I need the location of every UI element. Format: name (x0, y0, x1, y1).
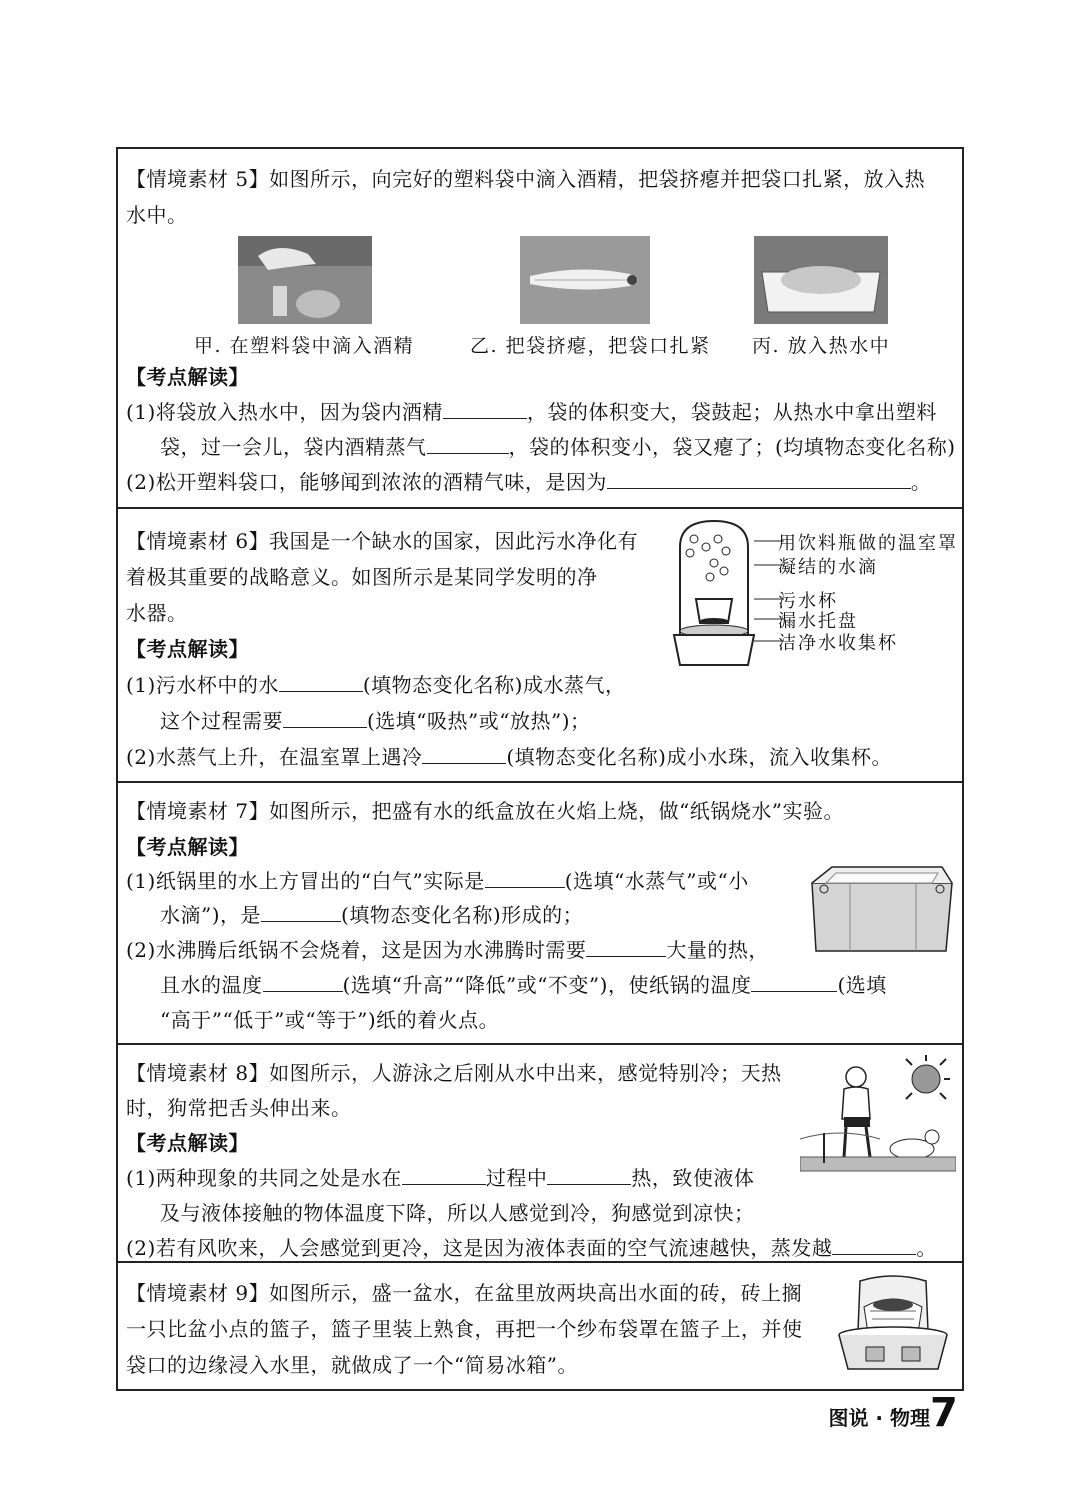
simple-fridge-illustration (830, 1273, 956, 1377)
water-purifier-diagram (666, 517, 762, 667)
blank[interactable] (751, 971, 837, 992)
s7-q1-line1: (1)纸锅里的水上方冒出的“白气”实际是 (选填“水蒸气”或“小 (126, 869, 749, 893)
s5-q2: (2)松开塑料袋口，能够闻到浓浓的酒精气味，是因为 。 (126, 470, 932, 494)
s6-intro-line3: 水器。 (126, 601, 188, 625)
footer-label: 图说 · 物理 (828, 1406, 930, 1430)
s8-intro-line2: 时，狗常把舌头伸出来。 (126, 1096, 352, 1120)
blank[interactable] (586, 936, 666, 957)
swimmer-and-dog-illustration (800, 1053, 956, 1173)
label-dirty-cup: 污水杯 (778, 591, 838, 612)
blank[interactable] (422, 743, 506, 764)
caption-c: 丙. 放入热水中 (752, 335, 891, 357)
blank[interactable] (485, 867, 565, 888)
s6-intro-line2: 着极其重要的战略意义。如图所示是某同学发明的净 (126, 565, 598, 589)
blank[interactable] (263, 971, 343, 992)
s5-intro-line1: 【情境素材 5】如图所示，向完好的塑料袋中滴入酒精，把袋挤瘪并把袋口扎紧，放入热 (126, 167, 926, 191)
s7-q2-line3: “高于”“低于”或“等于”)纸的着火点。 (160, 1008, 500, 1032)
section-8 (118, 1045, 962, 1263)
s8-q2: (2)若有风吹来，人会感觉到更冷，这是因为液体表面的空气流速越快，蒸发越 。 (126, 1236, 937, 1260)
section-5 (118, 149, 962, 509)
s5-heading: 【考点解读】 (126, 365, 249, 389)
s9-intro-line1: 【情境素材 9】如图所示，盛一盆水，在盆里放两块高出水面的砖，砖上搁 (126, 1281, 803, 1305)
page-number: 7 (930, 1390, 958, 1436)
s5-q1-line1: (1)将袋放入热水中，因为袋内酒精 ，袋的体积变大，袋鼓起；从热水中拿出塑料 (126, 400, 937, 424)
s8-q1-line2: 及与液体接触的物体温度下降，所以人感觉到冷，狗感觉到凉快； (160, 1201, 755, 1225)
blank[interactable] (547, 1164, 631, 1185)
section-7 (118, 783, 962, 1045)
paper-pot-illustration (806, 863, 958, 955)
label-clean-cup: 洁净水收集杯 (778, 633, 898, 654)
s8-intro-line1: 【情境素材 8】如图所示，人游泳之后刚从水中出来，感觉特别冷；天热 (126, 1061, 782, 1085)
blank[interactable] (279, 671, 363, 692)
s5-q1-line2: 袋，过一会儿，袋内酒精蒸气 ，袋的体积变小，袋又瘪了；(均填物态变化名称) (160, 435, 956, 459)
blank[interactable] (427, 433, 509, 454)
s7-intro: 【情境素材 7】如图所示，把盛有水的纸盒放在火焰上烧，做“纸锅烧水”实验。 (126, 799, 845, 823)
blank[interactable] (283, 707, 367, 728)
blank[interactable] (832, 1234, 916, 1255)
photo-squeezed-bag (520, 236, 650, 324)
s6-intro-line1: 【情境素材 6】我国是一个缺水的国家，因此污水净化有 (126, 529, 639, 553)
caption-a: 甲. 在塑料袋中滴入酒精 (194, 335, 415, 357)
label-greenhouse-cover: 用饮料瓶做的温室罩 (778, 533, 958, 554)
label-drip-tray: 漏水托盘 (778, 611, 858, 632)
photo-dropping-alcohol (238, 236, 372, 324)
photo-hot-water-tray (754, 236, 888, 324)
s6-q1-line1: (1)污水杯中的水 (填物态变化名称)成水蒸气， (126, 673, 626, 697)
s7-heading: 【考点解读】 (126, 835, 249, 859)
content-frame (116, 147, 964, 1391)
s6-q2: (2)水蒸气上升，在温室罩上遇冷 (填物态变化名称)成小水珠，流入收集杯。 (126, 745, 892, 769)
blank[interactable] (443, 398, 527, 419)
blank[interactable] (261, 901, 341, 922)
s6-q1-line2: 这个过程需要 (选填“吸热”或“放热”)； (160, 709, 591, 733)
s9-intro-line2: 一只比盆小点的篮子，篮子里装上熟食，再把一个纱布袋罩在篮子上，并使 (126, 1317, 803, 1341)
s7-q2-line1: (2)水沸腾后纸锅不会烧着，这是因为水沸腾时需要 大量的热， (126, 938, 769, 962)
label-condensed-drops: 凝结的水滴 (778, 557, 878, 578)
s8-q1-line1: (1)两种现象的共同之处是水在 过程中 热，致使液体 (126, 1166, 755, 1190)
s6-heading: 【考点解读】 (126, 637, 249, 661)
s7-q1-line2: 水滴”)，是 (填物态变化名称)形成的； (160, 903, 584, 927)
blank[interactable] (607, 468, 911, 489)
caption-b: 乙. 把袋挤瘪，把袋口扎紧 (470, 335, 711, 357)
s8-heading: 【考点解读】 (126, 1131, 249, 1155)
section-6 (118, 509, 962, 783)
s7-q2-line2: 且水的温度 (选填“升高”“降低”或“不变”)，使纸锅的温度 (选填 (160, 973, 887, 997)
section-9 (118, 1263, 962, 1389)
blank[interactable] (402, 1164, 486, 1185)
s9-intro-line3: 袋口的边缘浸入水里，就做成了一个“简易冰箱”。 (126, 1353, 578, 1377)
s5-intro-line2: 水中。 (126, 203, 188, 227)
